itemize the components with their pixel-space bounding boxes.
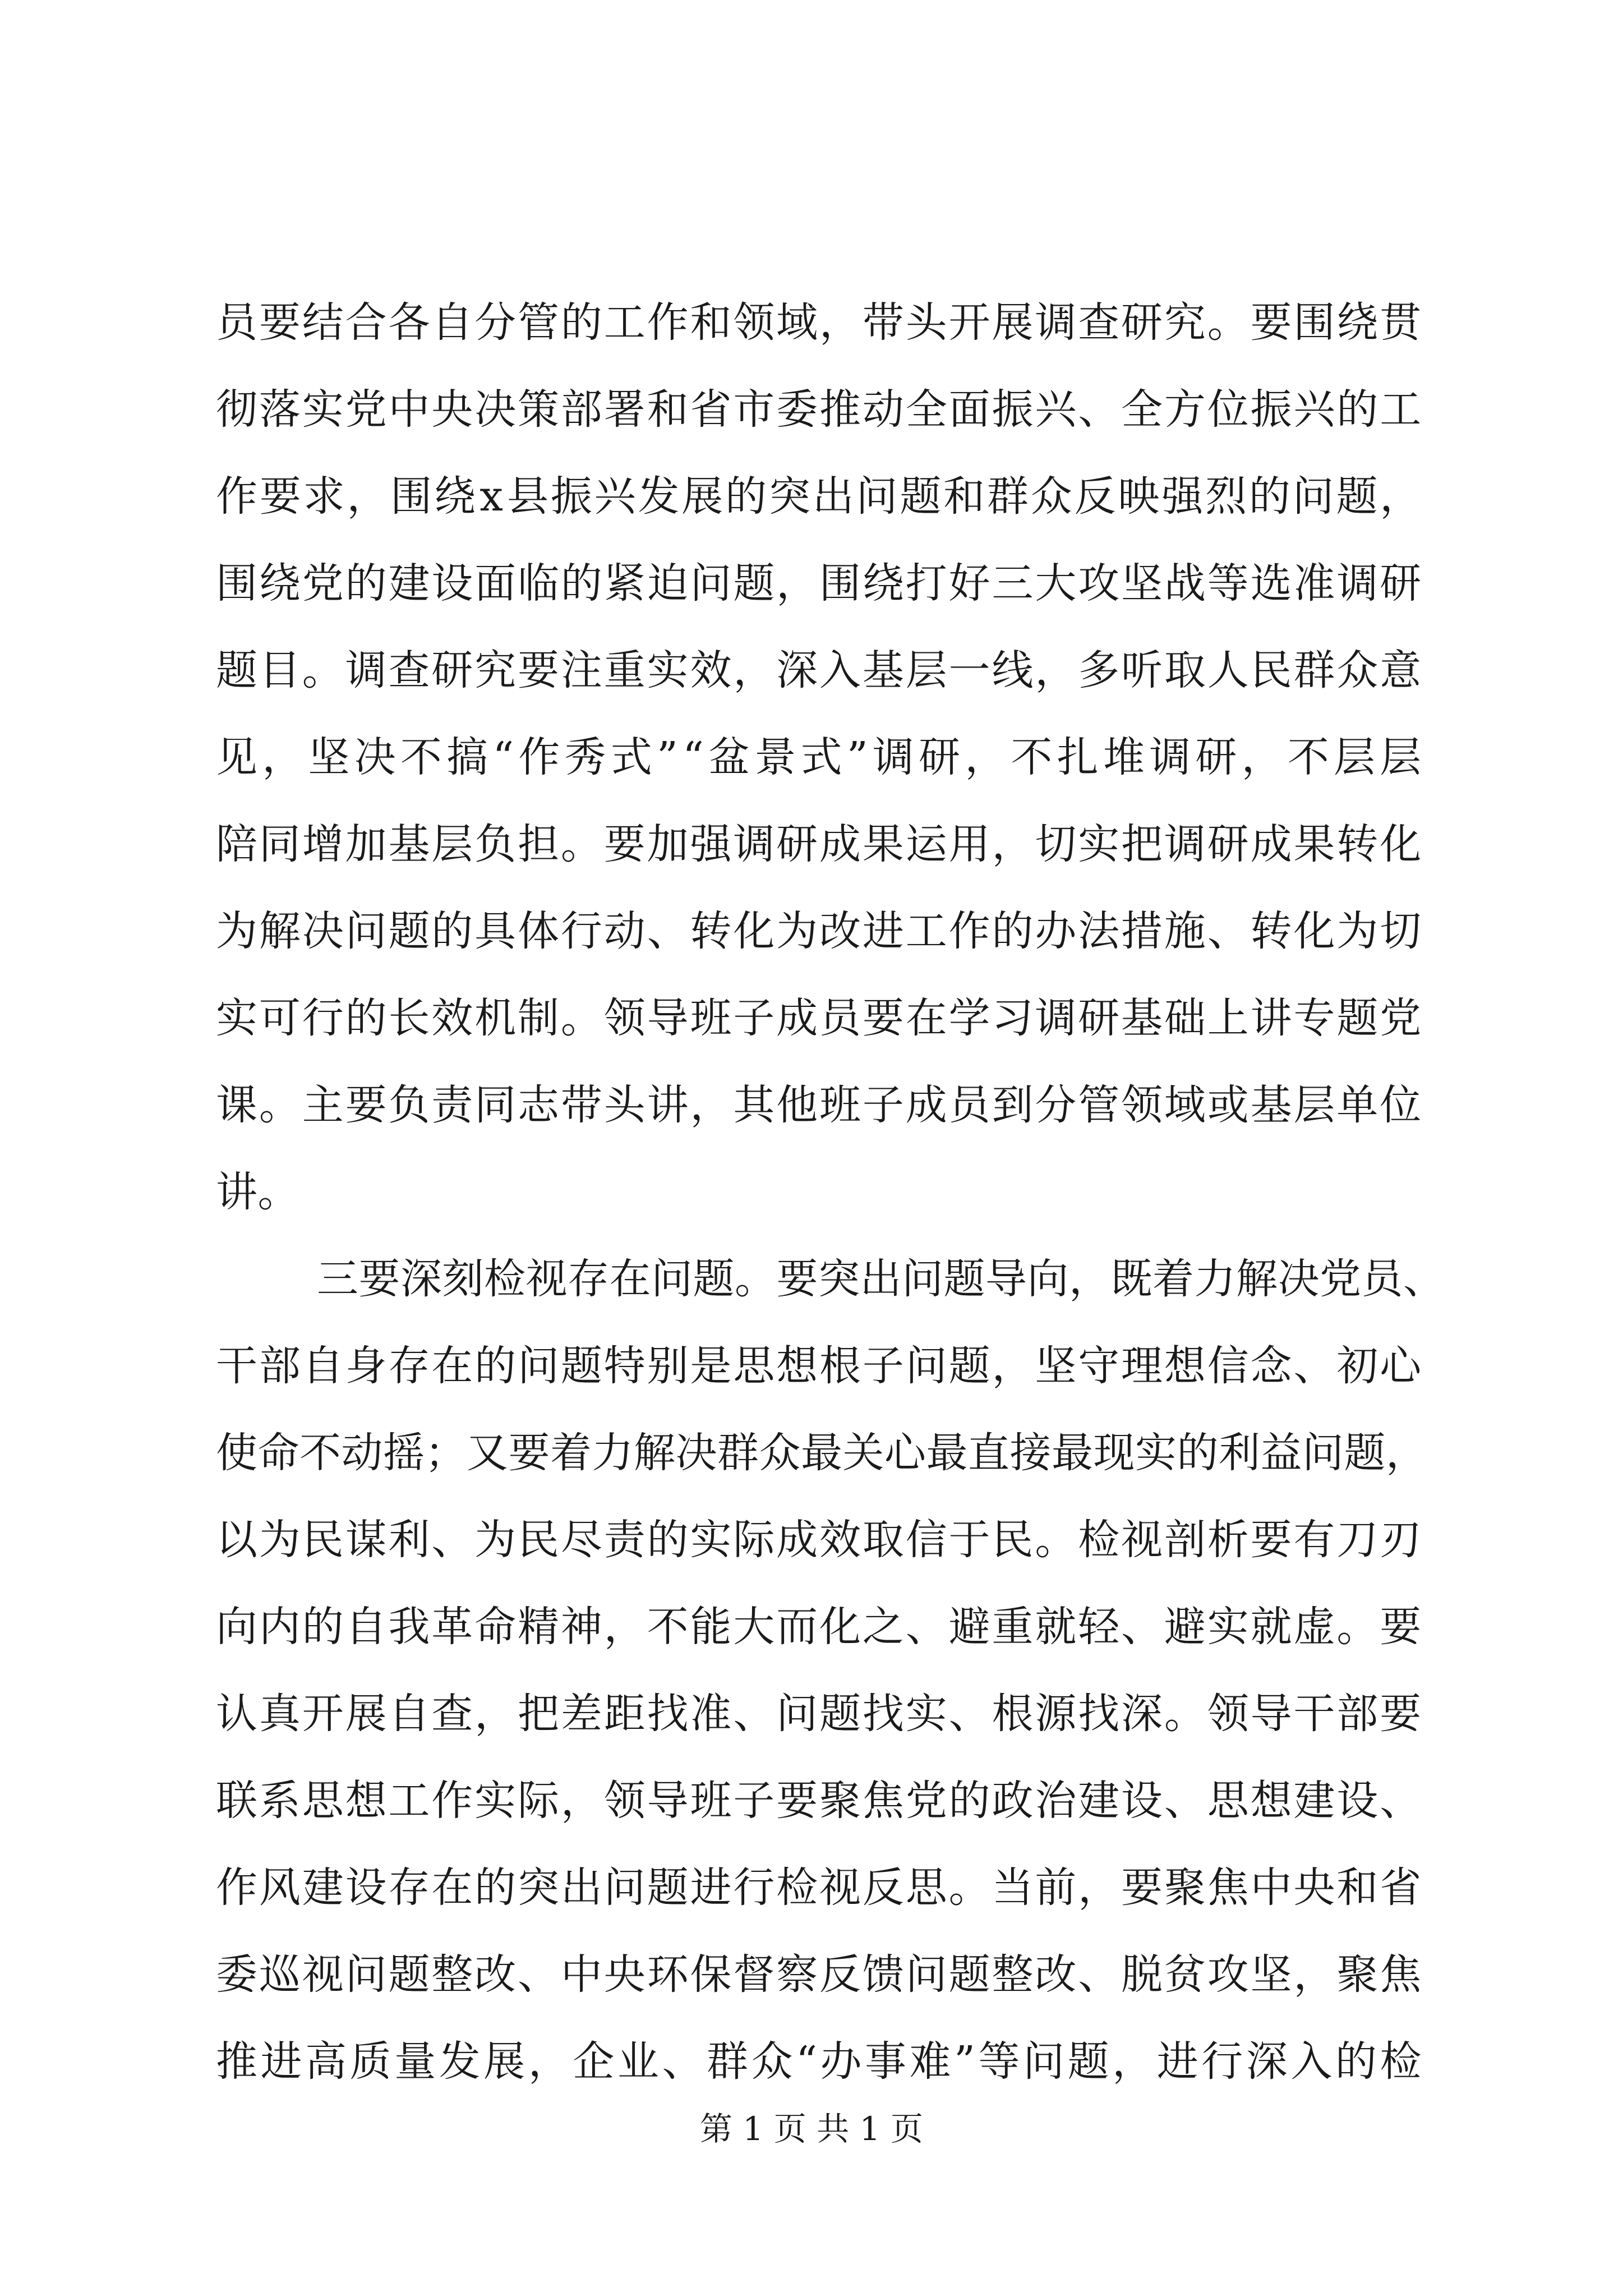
text-line: 见 ， 坚 决 不 搞 “ 作 秀 式 ” “ 盆 景 式 ” 调 研 ， 不 扎 堆 调 研 ， 不 层 层	[216, 733, 1422, 781]
text-line: 实 可 行 的 长 效 机 制 。 领 导 班 子 成 员 要 在 学 习 调 研 基 础 上 讲 专 题 党	[216, 994, 1422, 1042]
text-line: 作 要 求 ， 围 绕 x 县 振 兴 发 展 的 突 出 问 题 和 群 众 反 映 强 烈 的 问 题 ，	[216, 472, 1422, 521]
text-line: 以 为 民 谋 利 、 为 民 尽 责 的 实 际 成 效 取 信 于 民 。 检 视 剖 析 要 有 刀 刃	[216, 1516, 1422, 1564]
text-line: 题 目 。 调 查 研 究 要 注 重 实 效 ， 深 入 基 层 一 线 ， 多 听 取 人 民 群 众 意	[216, 646, 1422, 694]
text-line: 为 解 决 问 题 的 具 体 行 动 、 转 化 为 改 进 工 作 的 办 法 措 施 、 转 化 为 切	[216, 907, 1422, 955]
text-line: 作 风 建 设 存 在 的 突 出 问 题 进 行 检 视 反 思 。 当 前 ， 要 聚 焦 中 央 和 省	[216, 1864, 1422, 1912]
text-line: 彻 落 实 党 中 央 决 策 部 署 和 省 市 委 推 动 全 面 振 兴 、 全 方 位 振 兴 的 工	[216, 385, 1422, 434]
text-line: 讲。	[216, 1168, 299, 1216]
text-line: 推 进 高 质 量 发 展 ， 企 业 、 群 众 “ 办 事 难 ” 等 问 题 ， 进 行 深 入 的 检	[216, 2037, 1422, 2086]
text-line: 干 部 自 身 存 在 的 问 题 特 别 是 思 想 根 子 问 题 ， 坚 守 理 想 信 念 、 初 心	[216, 1342, 1422, 1390]
text-line: 三 要 深 刻 检 视 存 在 问 题 。 要 突 出 问 题 导 向 ， 既 着 力 解 决 党 员 、	[317, 1255, 1445, 1303]
text-line: 认 真 开 展 自 查 ， 把 差 距 找 准 、 问 题 找 实 、 根 源 找 深 。 领 导 干 部 要	[216, 1690, 1422, 1738]
page-footer: 第 1 页 共 1 页	[700, 2110, 923, 2148]
text-line: 陪 同 增 加 基 层 负 担 。 要 加 强 调 研 成 果 运 用 ， 切 实 把 调 研 成 果 转 化	[216, 820, 1422, 868]
text-line: 课 。 主 要 负 责 同 志 带 头 讲 ， 其 他 班 子 成 员 到 分 管 领 域 或 基 层 单 位	[216, 1081, 1422, 1129]
text-line: 联 系 思 想 工 作 实 际 ， 领 导 班 子 要 聚 焦 党 的 政 治 建 设 、 思 想 建 设 、	[216, 1777, 1422, 1825]
text-line: 委 巡 视 问 题 整 改 、 中 央 环 保 督 察 反 馈 问 题 整 改 、 脱 贫 攻 坚 ， 聚 焦	[216, 1950, 1422, 1999]
text-line: 围 绕 党 的 建 设 面 临 的 紧 迫 问 题 ， 围 绕 打 好 三 大 攻 坚 战 等 选 准 调 研	[216, 559, 1422, 608]
text-line: 向 内 的 自 我 革 命 精 神 ， 不 能 大 而 化 之 、 避 重 就 轻 、 避 实 就 虚 。 要	[216, 1603, 1422, 1651]
text-line: 使 命 不 动 摇 ； 又 要 着 力 解 决 群 众 最 关 心 最 直 接 最 现 实 的 利 益 问 题 ，	[216, 1429, 1428, 1477]
text-line: 员 要 结 合 各 自 分 管 的 工 作 和 领 域 ， 带 头 开 展 调 查 研 究 。 要 围 绕 贯	[216, 298, 1422, 347]
